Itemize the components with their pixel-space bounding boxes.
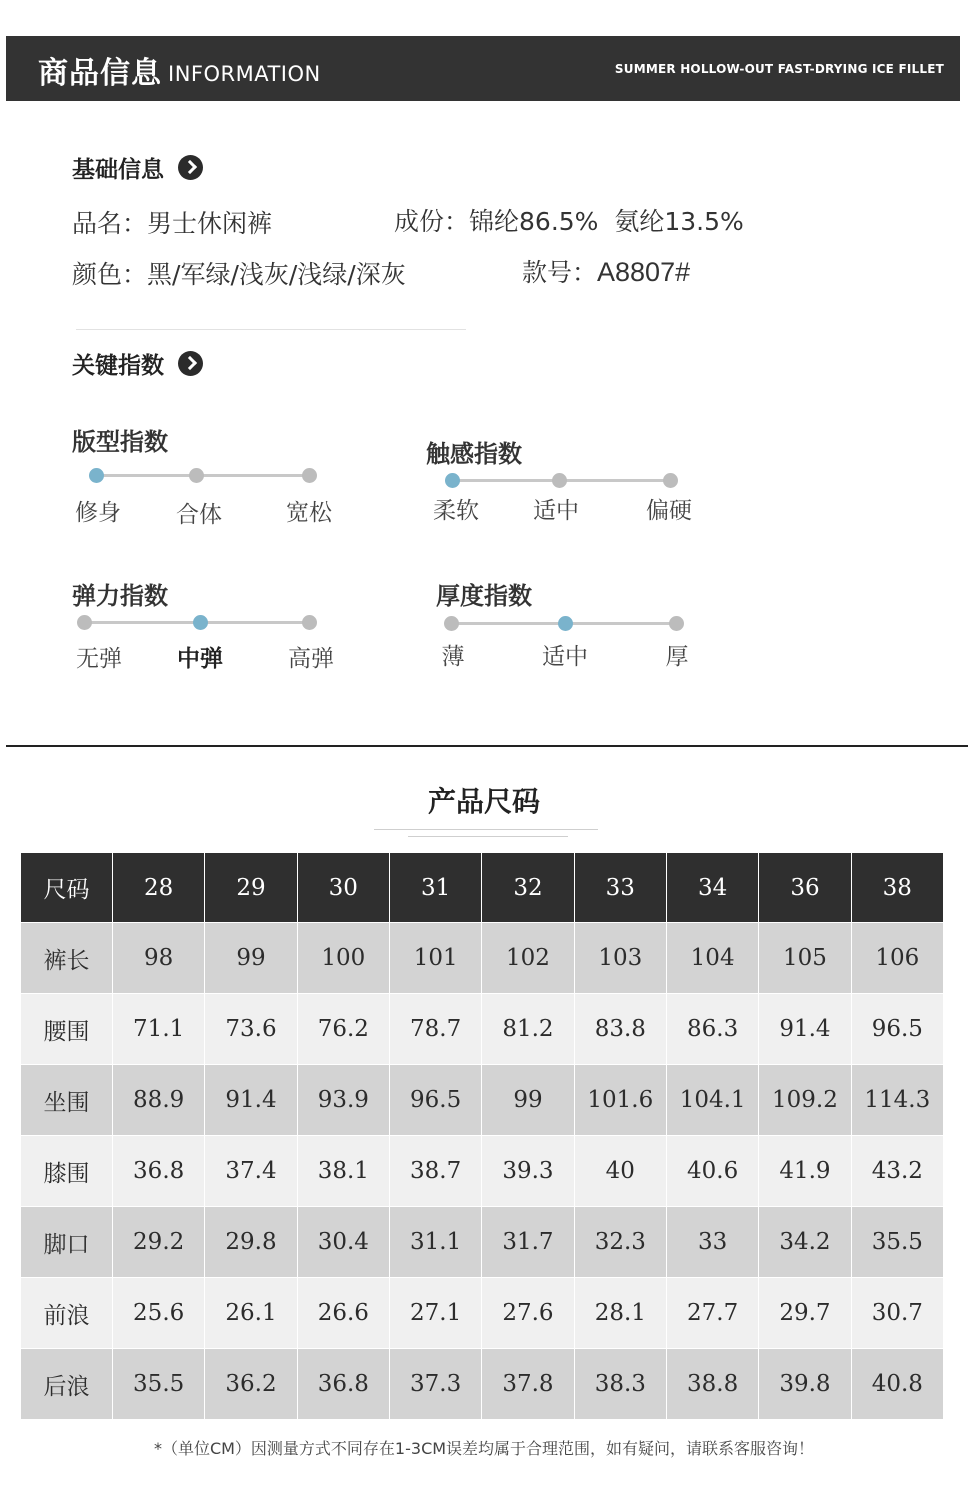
thickness-option-label: 厚	[665, 644, 689, 670]
elasticity-scale-name: 弹力指数	[72, 582, 168, 610]
model-label: 款号：	[522, 258, 598, 287]
table-cell: 101	[389, 923, 481, 994]
table-cell: 106	[851, 923, 943, 994]
table-row	[21, 1349, 944, 1420]
product-model	[522, 253, 690, 289]
elasticity-option-label: 高弹	[288, 646, 334, 672]
basic-info-title	[72, 151, 203, 184]
thickness-dot-2	[669, 616, 684, 631]
table-cell: 38.8	[666, 1349, 758, 1420]
table-cell: 91.4	[205, 1065, 297, 1136]
measurement-label: 坐围	[21, 1065, 113, 1136]
fit-option-label: 宽松	[286, 500, 332, 526]
size-header-cell: 28	[113, 853, 205, 923]
table-cell: 88.9	[113, 1065, 205, 1136]
table-cell: 43.2	[851, 1136, 943, 1207]
elasticity-option-label: 无弹	[76, 646, 122, 672]
table-cell: 31.7	[482, 1207, 574, 1278]
feel-option-label: 偏硬	[646, 498, 692, 524]
table-cell: 71.1	[113, 994, 205, 1065]
decorative-fine-line	[374, 829, 598, 830]
table-row	[21, 1278, 944, 1349]
feel-dot-1	[552, 473, 567, 488]
table-cell: 103	[574, 923, 666, 994]
product-name-value: 男士休闲裤	[147, 209, 273, 238]
elasticity-dot-2	[302, 615, 317, 630]
table-cell: 27.1	[389, 1278, 481, 1349]
header-title-cn: 商品信息	[38, 56, 162, 91]
table-cell: 36.8	[113, 1136, 205, 1207]
feel-dot-2	[663, 473, 678, 488]
table-cell: 35.5	[851, 1207, 943, 1278]
table-cell: 28.1	[574, 1278, 666, 1349]
table-cell: 86.3	[666, 994, 758, 1065]
table-cell: 30.7	[851, 1278, 943, 1349]
size-header-cell: 36	[759, 853, 851, 923]
chevron-right-icon	[178, 351, 203, 376]
measurement-label: 裤长	[21, 923, 113, 994]
table-cell: 29.7	[759, 1278, 851, 1349]
key-index-title	[72, 347, 203, 380]
table-cell: 101.6	[574, 1065, 666, 1136]
table-cell: 73.6	[205, 994, 297, 1065]
measurement-label: 膝围	[21, 1136, 113, 1207]
table-cell: 41.9	[759, 1136, 851, 1207]
table-cell: 91.4	[759, 994, 851, 1065]
table-cell: 40	[574, 1136, 666, 1207]
size-header-cell: 32	[482, 853, 574, 923]
table-cell: 39.8	[759, 1349, 851, 1420]
size-header-cell: 38	[851, 853, 943, 923]
table-cell: 31.1	[389, 1207, 481, 1278]
table-cell: 32.3	[574, 1207, 666, 1278]
elasticity-dot-0	[77, 615, 92, 630]
table-cell: 38.1	[297, 1136, 389, 1207]
table-cell: 98	[113, 923, 205, 994]
size-header-cell: 29	[205, 853, 297, 923]
color-label: 颜色：	[72, 260, 148, 289]
table-cell: 81.2	[482, 994, 574, 1065]
header-subtitle: SUMMER HOLLOW-OUT FAST-DRYING ICE FILLET	[614, 62, 944, 76]
thickness-dot-1	[558, 616, 573, 631]
table-row	[21, 1207, 944, 1278]
table-cell: 36.8	[297, 1349, 389, 1420]
feel-option-label: 适中	[533, 498, 579, 524]
product-name-label: 品名：	[72, 209, 148, 238]
table-cell: 29.8	[205, 1207, 297, 1278]
table-cell: 35.5	[113, 1349, 205, 1420]
product-name	[72, 204, 272, 240]
composition-value: 锦纶86.5% 氨纶13.5%	[469, 207, 744, 236]
table-cell: 38.7	[389, 1136, 481, 1207]
elasticity-option-label: 中弹	[177, 646, 223, 672]
table-cell: 30.4	[297, 1207, 389, 1278]
table-row	[21, 1065, 944, 1136]
measurement-label: 前浪	[21, 1278, 113, 1349]
feel-scale-name: 触感指数	[426, 440, 522, 468]
elasticity-dot-1	[193, 615, 208, 630]
header-title-en: INFORMATION	[168, 62, 321, 86]
table-cell: 76.2	[297, 994, 389, 1065]
table-cell: 105	[759, 923, 851, 994]
measurement-label: 脚口	[21, 1207, 113, 1278]
table-cell: 37.4	[205, 1136, 297, 1207]
info-header	[6, 36, 960, 101]
table-cell: 37.8	[482, 1349, 574, 1420]
table-cell: 40.8	[851, 1349, 943, 1420]
table-cell: 99	[205, 923, 297, 994]
model-value: A8807#	[597, 257, 691, 287]
basic-info-title-text: 基础信息	[72, 157, 164, 183]
table-cell: 96.5	[851, 994, 943, 1065]
table-cell: 83.8	[574, 994, 666, 1065]
fit-dot-0	[89, 468, 104, 483]
section-divider-full	[6, 745, 968, 747]
table-cell: 29.2	[113, 1207, 205, 1278]
product-color	[72, 255, 406, 291]
table-cell: 100	[297, 923, 389, 994]
section-divider	[76, 329, 466, 330]
table-cell: 37.3	[389, 1349, 481, 1420]
product-composition	[394, 202, 744, 238]
decorative-fine-line	[408, 836, 568, 837]
table-cell: 38.3	[574, 1349, 666, 1420]
table-cell: 109.2	[759, 1065, 851, 1136]
table-cell: 78.7	[389, 994, 481, 1065]
size-header-cell: 30	[297, 853, 389, 923]
fit-option-label: 修身	[75, 500, 121, 526]
table-cell: 39.3	[482, 1136, 574, 1207]
key-index-title-text: 关键指数	[72, 353, 164, 379]
table-cell: 40.6	[666, 1136, 758, 1207]
feel-option-label: 柔软	[433, 498, 479, 524]
thickness-dot-0	[444, 616, 459, 631]
composition-label: 成份：	[394, 207, 470, 236]
measurement-label: 腰围	[21, 994, 113, 1065]
thickness-scale-name: 厚度指数	[436, 582, 532, 610]
size-table-header	[21, 853, 944, 923]
table-cell: 102	[482, 923, 574, 994]
table-cell: 33	[666, 1207, 758, 1278]
table-cell: 104.1	[666, 1065, 758, 1136]
table-cell: 34.2	[759, 1207, 851, 1278]
table-cell: 26.1	[205, 1278, 297, 1349]
thickness-option-label: 适中	[542, 644, 588, 670]
size-header-cell: 34	[666, 853, 758, 923]
color-value: 黑/军绿/浅灰/浅绿/深灰	[147, 260, 406, 289]
measurement-label: 后浪	[21, 1349, 113, 1420]
fit-option-label: 合体	[176, 502, 222, 528]
size-header-cell: 33	[574, 853, 666, 923]
chevron-right-icon	[178, 155, 203, 180]
table-cell: 99	[482, 1065, 574, 1136]
size-header-label: 尺码	[21, 853, 113, 923]
table-cell: 27.7	[666, 1278, 758, 1349]
table-row	[21, 923, 944, 994]
table-cell: 96.5	[389, 1065, 481, 1136]
table-cell: 93.9	[297, 1065, 389, 1136]
size-header-cell: 31	[389, 853, 481, 923]
fit-scale-name: 版型指数	[72, 428, 168, 456]
table-row	[21, 1136, 944, 1207]
table-cell: 114.3	[851, 1065, 943, 1136]
size-note: *（单位CM）因测量方式不同存在1-3CM误差均属于合理范围，如有疑问，请联系客服咨询！	[153, 1439, 815, 1458]
size-table	[20, 852, 944, 1420]
table-cell: 26.6	[297, 1278, 389, 1349]
feel-dot-0	[445, 473, 460, 488]
table-cell: 25.6	[113, 1278, 205, 1349]
table-cell: 36.2	[205, 1349, 297, 1420]
table-row	[21, 994, 944, 1065]
size-chart-title: 产品尺码	[427, 785, 540, 818]
table-cell: 104	[666, 923, 758, 994]
fit-dot-1	[189, 468, 204, 483]
thickness-option-label: 薄	[441, 644, 465, 670]
table-cell: 27.6	[482, 1278, 574, 1349]
fit-dot-2	[302, 468, 317, 483]
